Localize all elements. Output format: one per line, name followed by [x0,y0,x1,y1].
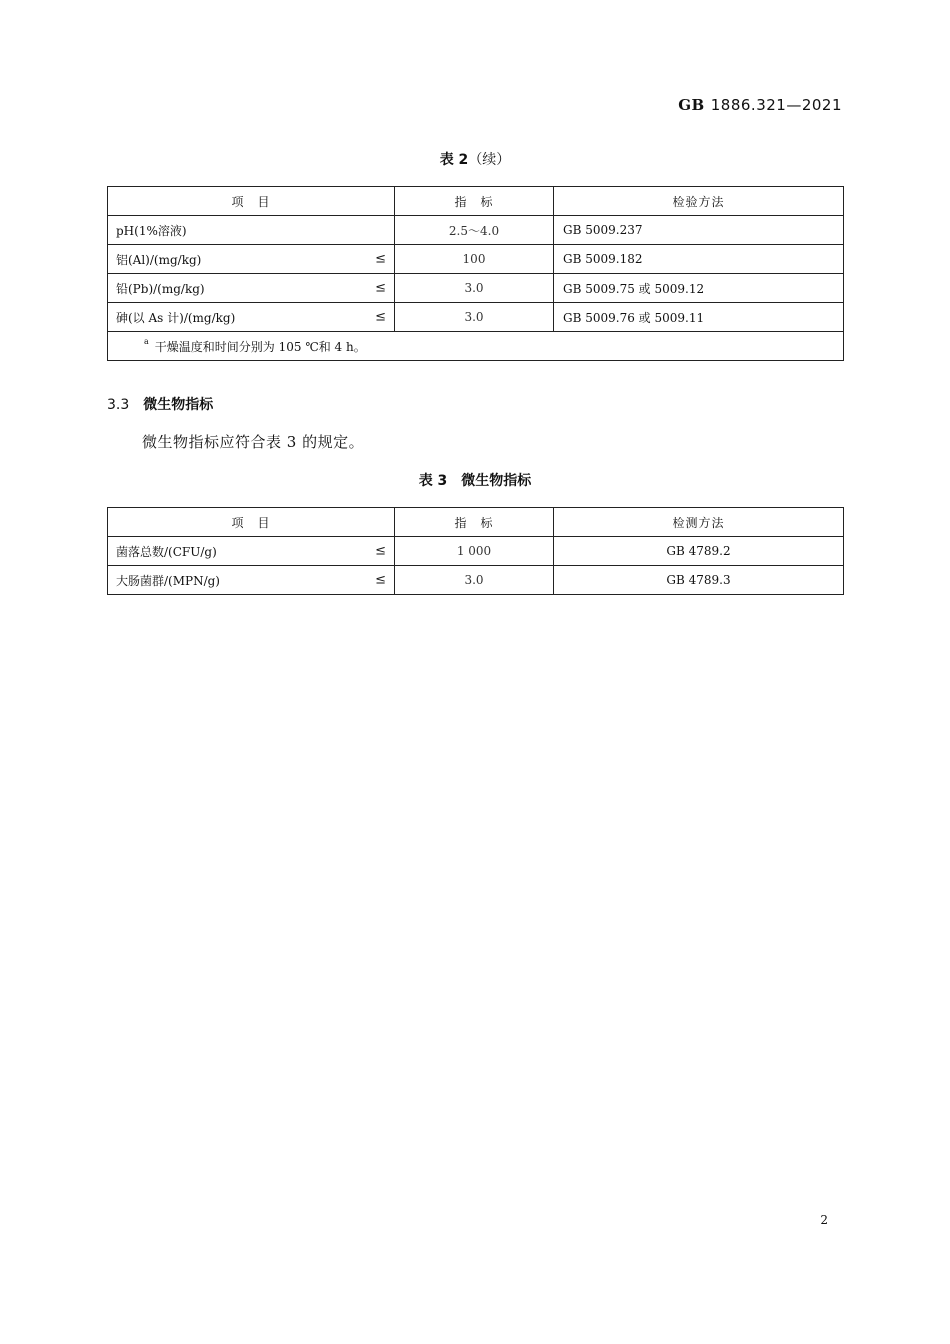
row-method: GB 4789.3 [554,566,844,595]
table-row [108,566,844,595]
table2 [107,186,844,361]
section-number: 3.3 [107,397,130,413]
table3 [107,507,844,595]
row-item: 菌落总数/(CFU/g) [116,544,217,559]
row-item-cell [108,274,395,303]
row-method: GB 4789.2 [554,537,844,566]
table-row [108,216,844,245]
le-sign: ≤ [375,572,386,588]
table2-header-row [108,187,844,216]
row-method: GB 5009.237 [554,216,844,245]
table2-title-text: 表 2 [439,152,469,168]
row-item: 大肠菌群/(MPN/g) [116,573,220,588]
le-sign: ≤ [375,543,386,559]
row-item-cell [108,566,395,595]
section-title: 微生物指标 [143,397,214,413]
row-indicator: 3.0 [395,303,554,332]
row-item: pH(1%溶液) [116,223,187,238]
standard-prefix: GB [678,96,705,114]
standard-code [678,96,842,114]
row-item-cell [108,303,395,332]
table2-header-indicator: 指 标 [395,187,554,216]
le-sign: ≤ [375,251,386,267]
row-indicator: 3.0 [395,274,554,303]
table2-continued: （续） [468,152,511,168]
row-indicator: 3.0 [395,566,554,595]
row-indicator: 100 [395,245,554,274]
footnote-mark: a [144,336,149,346]
row-item: 铅(Pb)/(mg/kg) [116,281,205,296]
table-row [108,274,844,303]
table3-header-method: 检测方法 [554,508,844,537]
row-indicator: 1 000 [395,537,554,566]
row-item: 铝(Al)/(mg/kg) [116,252,202,267]
footnote-text: 干燥温度和时间分别为 105 ℃和 4 h。 [154,339,366,354]
row-indicator: 2.5～4.0 [395,216,554,245]
table2-footnote-cell [108,332,844,361]
table-row [108,303,844,332]
section-heading [107,394,213,414]
table-row [108,245,844,274]
table3-header-indicator: 指 标 [395,508,554,537]
table2-footnote-row [108,332,844,361]
row-item-cell [108,245,395,274]
row-item-cell [108,537,395,566]
section-paragraph: 微生物指标应符合表 3 的规定。 [142,433,365,451]
table2-header-item: 项 目 [108,187,395,216]
table2-header-method: 检验方法 [554,187,844,216]
row-item: 砷(以 As 计)/(mg/kg) [116,310,236,325]
table3-header-row [108,508,844,537]
page-number: 2 [820,1213,828,1227]
standard-number: 1886.321—2021 [710,96,842,114]
row-item-cell [108,216,395,245]
row-method: GB 5009.182 [554,245,844,274]
table-row [108,537,844,566]
row-method: GB 5009.76 或 5009.11 [554,303,844,332]
row-method: GB 5009.75 或 5009.12 [554,274,844,303]
le-sign: ≤ [375,309,386,325]
le-sign: ≤ [375,280,386,296]
table2-title [0,149,950,169]
table3-header-item: 项 目 [108,508,395,537]
table3-title: 表 3 微生物指标 [418,473,532,489]
